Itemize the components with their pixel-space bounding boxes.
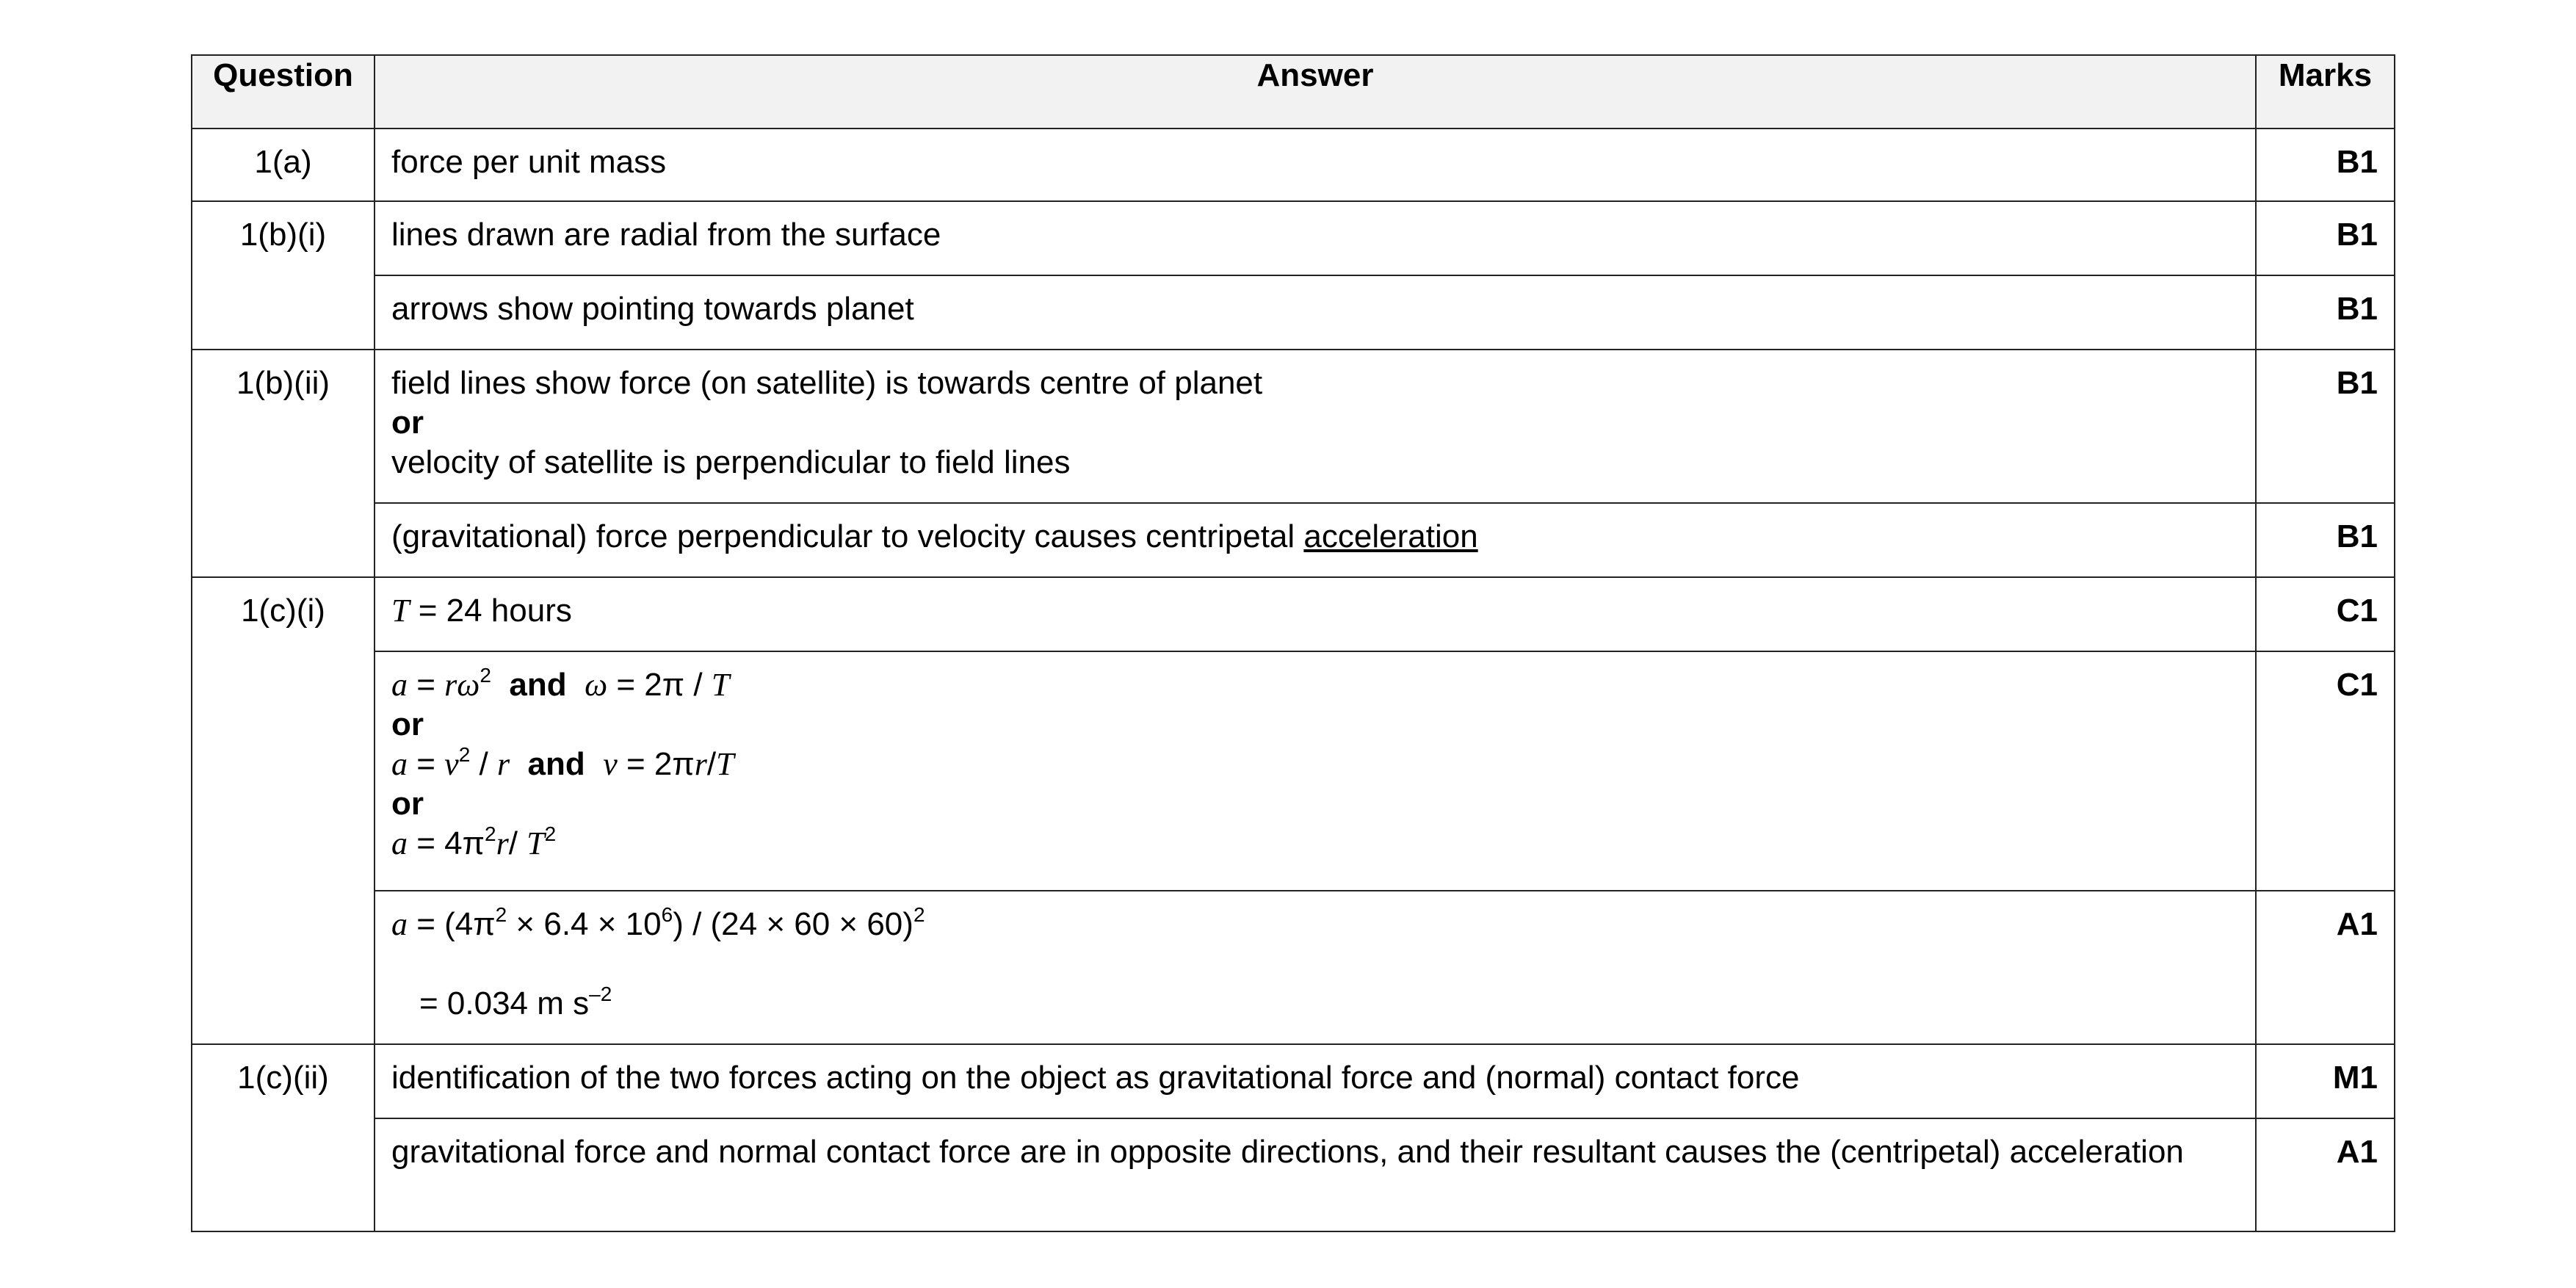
mark-cell: B1 [2256,275,2395,350]
underlined-keyword: acceleration [1303,518,1478,554]
table-row [192,651,2395,891]
mark-cell: B1 [2256,503,2395,577]
and-keyword: and [527,746,585,782]
answer-cell: identification of the two forces acting on the object as gravitational force and (normal) contact force [375,1044,2256,1118]
equation-line: $a = v^2 / r$ and v = 2πr/T [391,743,734,782]
symbol-period: T [391,593,410,629]
table-row [192,350,2395,503]
question-number: 1(b)(i) [192,201,375,350]
table-row [192,503,2395,577]
answer-text: = 24 hours [409,593,572,629]
mark-cell: B1 [2256,129,2395,201]
mark-cell: C1 [2256,577,2395,651]
answer-cell [375,350,2256,503]
answer-cell: force per unit mass [375,129,2256,201]
question-number: 1(c)(ii) [192,1044,375,1231]
mark-cell: B1 [2256,350,2395,503]
table-row [192,1118,2395,1231]
answer-cell: lines drawn are radial from the surface [375,201,2256,275]
or-separator: or [391,706,424,742]
table-row [192,891,2395,1044]
answer-cell [375,577,2256,651]
mark-cell: A1 [2256,1118,2395,1231]
equation-line: $a = r\omega^2$ and ω = 2π / T [391,664,730,703]
equation-line: $a = 4\pi^2r/$ $T^2$ [391,822,557,861]
equation-line: $a = (4\pi^2 \times 6.4 \times 10^6) / (24 \times 60 \times 60)^2$ [391,903,925,942]
table-row [192,275,2395,350]
column-header-question: Question [192,55,375,129]
answer-cell: arrows show pointing towards planet [375,275,2256,350]
answer-cell [375,503,2256,577]
question-number: 1(a) [192,129,375,201]
mark-scheme-table [191,54,2395,1232]
column-header-marks: Marks [2256,55,2395,129]
mark-cell: A1 [2256,891,2395,1044]
answer-cell [375,651,2256,891]
and-keyword: and [509,667,567,703]
table-row [192,201,2395,275]
question-number: 1(b)(ii) [192,350,375,577]
result-line: = 0.034 m $s^{-2}$ [419,983,612,1021]
table-row [192,577,2395,651]
table-row [192,129,2395,201]
mark-scheme [191,54,2394,1232]
mark-cell: C1 [2256,651,2395,891]
or-separator: or [391,405,424,441]
answer-text: (gravitational) force perpendicular to velocity causes centripetal [391,518,1304,554]
answer-cell: gravitational force and normal contact force are in opposite directions, and their resultant causes the (centripetal) acceleration [375,1118,2256,1231]
table-row [192,1044,2395,1118]
answer-line: field lines show force (on satellite) is towards centre of planet [391,365,1263,401]
answer-cell [375,891,2256,1044]
table-header-row [192,55,2395,129]
answer-line: velocity of satellite is perpendicular to field lines [391,444,1071,480]
mark-cell: B1 [2256,201,2395,275]
question-number: 1(c)(i) [192,577,375,1044]
column-header-answer: Answer [375,55,2256,129]
or-separator: or [391,786,424,822]
mark-cell: M1 [2256,1044,2395,1118]
